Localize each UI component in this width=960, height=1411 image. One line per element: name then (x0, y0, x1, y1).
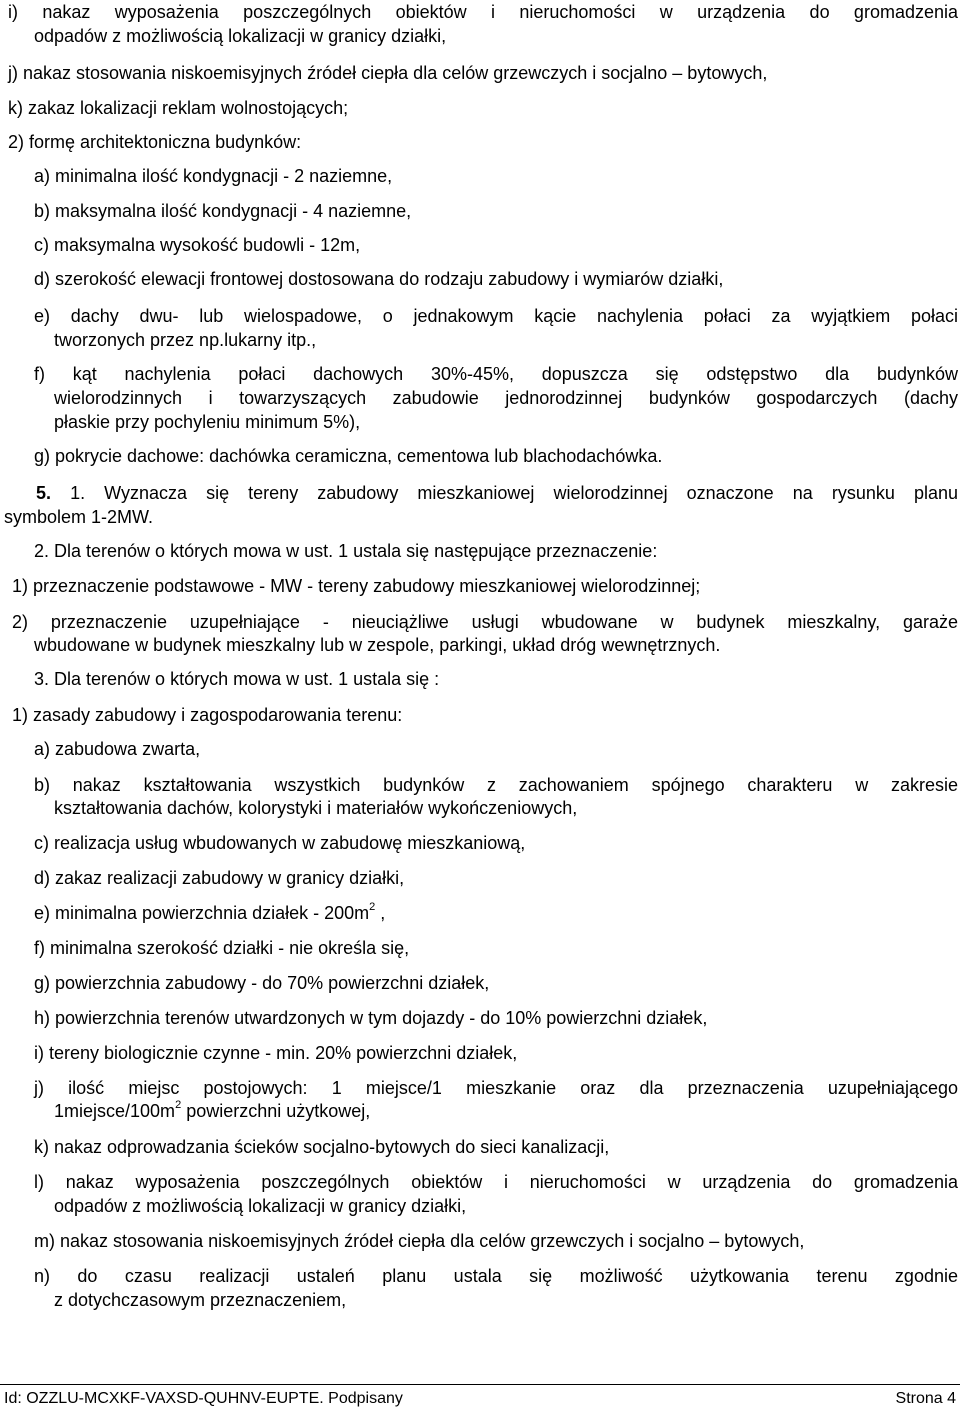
zasady-item-e-tail: , (375, 903, 386, 923)
zasady-item-j-text: 1miejsce/100m (54, 1101, 176, 1121)
zasady-item-a: a) zabudowa zwarta, (34, 739, 201, 759)
footer-divider (0, 1384, 960, 1385)
przeznaczenie-1: 1) przeznaczenie podstawowe - MW - tereny zabudowy mieszkaniowej wielorodzinnej; (12, 576, 701, 596)
zasady-item-e (34, 901, 385, 925)
zasady-item-j-tail: powierzchni użytkowej, (181, 1101, 371, 1121)
zasady-item-h: h) powierzchnia terenów utwardzonych w tym dojazdy - do 10% powierzchni działek, (34, 1008, 708, 1028)
footer-document-id: Id: OZZLU-MCXKF-VAXSD-QUHNV-EUPTE. Podpisany (4, 1390, 403, 1407)
zasady-item-l-line1: l) nakaz wyposażenia poszczególnych obiektów i nieruchomości w urządzenia do gromadzenia (34, 1172, 958, 1192)
zasady-item-j-line2 (54, 1099, 370, 1123)
zasady-item-n-line2: z dotychczasowym przeznaczeniem, (54, 1290, 347, 1310)
section-5-number: 5. (36, 483, 52, 503)
ust-2: 2. Dla terenów o których mowa w ust. 1 ustala się następujące przeznaczenie: (34, 541, 658, 561)
zasady-item-c: c) realizacja usług wbudowanych w zabudowę mieszkaniową, (34, 833, 526, 853)
section-5-line1 (36, 481, 958, 505)
footer-page-number: Strona 4 (895, 1390, 956, 1407)
zasady-item-e-text: e) minimalna powierzchnia działek - 200m (34, 903, 370, 923)
ust-3: 3. Dla terenów o których mowa w ust. 1 ustala się : (34, 669, 440, 689)
section-heading-forma: 2) formę architektoniczna budynków: (8, 132, 302, 152)
forma-item-e-line1: e) dachy dwu- lub wielospadowe, o jednakowym kącie nachylenia połaci za wyjątkiem połaci (34, 306, 958, 326)
section-5-text: 1. Wyznacza się tereny zabudowy mieszkaniowej wielorodzinnej oznaczone na rysunku planu (51, 483, 958, 503)
list-item-j: j) nakaz stosowania niskoemisyjnych źródeł ciepła dla celów grzewczych i socjalno – bytowych, (8, 63, 768, 83)
zasady-item-b-line2: kształtowania dachów, kolorystyki i materiałów wykończeniowych, (54, 798, 578, 818)
forma-item-f-line1: f) kąt nachylenia połaci dachowych 30%-45%, dopuszcza się odstępstwo dla budynków (34, 364, 958, 384)
list-item-i-line2: odpadów z możliwością lokalizacji w granicy działki, (34, 26, 447, 46)
forma-item-f-line3: płaskie przy pochyleniu minimum 5%), (54, 412, 361, 432)
zasady-item-b-line1: b) nakaz kształtowania wszystkich budynków z zachowaniem spójnego charakteru w zakresie (34, 775, 958, 795)
zasady-item-e-sup: 2 (369, 901, 376, 913)
zasady-item-g: g) powierzchnia zabudowy - do 70% powierzchni działek, (34, 973, 490, 993)
forma-item-d: d) szerokość elewacji frontowej dostosowana do rodzaju zabudowy i wymiarów działki, (34, 269, 724, 289)
zasady-heading: 1) zasady zabudowy i zagospodarowania terenu: (12, 705, 403, 725)
zasady-item-m: m) nakaz stosowania niskoemisyjnych źródeł ciepła dla celów grzewczych i socjalno – bytowych, (34, 1231, 805, 1251)
zasady-item-i: i) tereny biologicznie czynne - min. 20% powierzchni działek, (34, 1043, 518, 1063)
section-5-line2: symbolem 1-2MW. (4, 507, 154, 527)
forma-item-c: c) maksymalna wysokość budowli - 12m, (34, 235, 361, 255)
forma-item-b: b) maksymalna ilość kondygnacji - 4 naziemne, (34, 201, 412, 221)
przeznaczenie-2-line2: wbudowane w budynek mieszkalny lub w zespole, parkingi, układ dróg wewnętrznych. (34, 635, 721, 655)
forma-item-f-line2: wielorodzinnych i towarzyszących zabudowie jednorodzinnej budynków gospodarczych (dachy (54, 388, 958, 408)
zasady-item-f: f) minimalna szerokość działki - nie określa się, (34, 938, 410, 958)
forma-item-e-line2: tworzonych przez np.lukarny itp., (54, 330, 317, 350)
forma-item-g: g) pokrycie dachowe: dachówka ceramiczna, cementowa lub blachodachówka. (34, 446, 663, 466)
przeznaczenie-2-line1: 2) przeznaczenie uzupełniające - nieuciążliwe usługi wbudowane w budynek mieszkalny, garaże (12, 612, 958, 632)
zasady-item-j-line1: j) ilość miejsc postojowych: 1 miejsce/1 mieszkanie oraz dla przeznaczenia uzupełniającego (34, 1078, 958, 1098)
zasady-item-n-line1: n) do czasu realizacji ustaleń planu ustala się możliwość użytkowania terenu zgodnie (34, 1266, 958, 1286)
list-item-k: k) zakaz lokalizacji reklam wolnostojących; (8, 98, 349, 118)
zasady-item-l-line2: odpadów z możliwością lokalizacji w granicy działki, (54, 1196, 467, 1216)
zasady-item-d: d) zakaz realizacji zabudowy w granicy działki, (34, 868, 405, 888)
zasady-item-k: k) nakaz odprowadzania ścieków socjalno-bytowych do sieci kanalizacji, (34, 1137, 610, 1157)
forma-item-a: a) minimalna ilość kondygnacji - 2 naziemne, (34, 166, 393, 186)
zasady-item-j-sup: 2 (175, 1099, 182, 1111)
list-item-i-line1: i) nakaz wyposażenia poszczególnych obiektów i nieruchomości w urządzenia do gromadzenia (8, 2, 958, 22)
